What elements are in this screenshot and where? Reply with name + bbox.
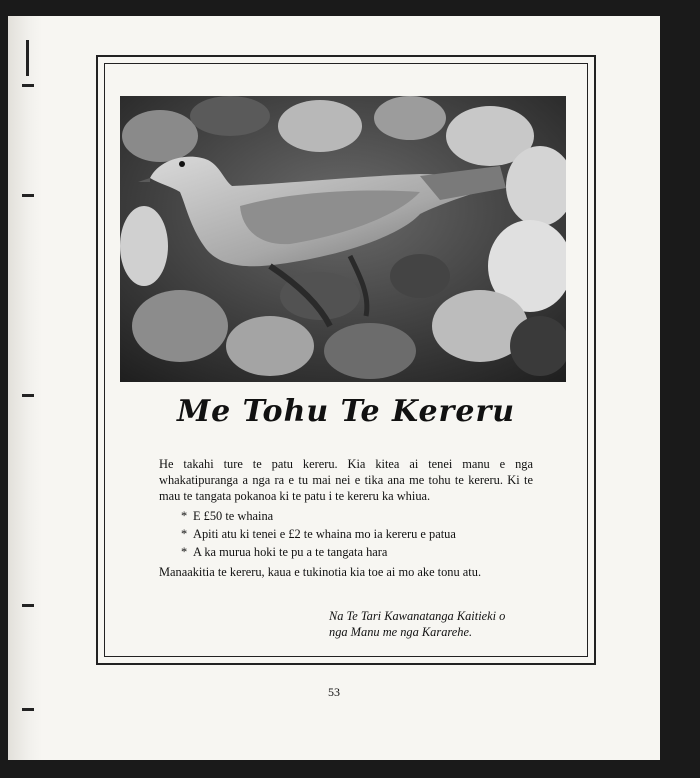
- closing-paragraph: Manaakitia te kereru, kaua e tukinotia kia toe ai mo ake tonu atu.: [159, 565, 482, 579]
- list-item: * A ka murua hoki te pu a te tangata hara: [181, 545, 388, 559]
- bullet-marker: *: [181, 545, 188, 559]
- kereru-pigeon-photo: [120, 96, 566, 382]
- binding-stitch: [22, 84, 34, 87]
- notice-inner-frame: [104, 63, 588, 657]
- list-item: * E £50 te whaina: [181, 509, 274, 523]
- binding-stitch: [22, 194, 34, 197]
- bullet-marker: *: [181, 527, 188, 541]
- binding-stitch: [26, 40, 29, 76]
- book-page: [8, 16, 660, 760]
- list-item: * Apiti atu ki tenei e £2 te whaina mo ia kereru e patua: [181, 527, 456, 541]
- signature-line: Na Te Tari Kawanatanga Kaitieki o: [329, 609, 506, 623]
- binding-stitch: [22, 604, 34, 607]
- page-number: 53: [328, 685, 340, 699]
- binding-stitch: [22, 394, 34, 397]
- kereru-photo: [120, 96, 566, 382]
- binding-stitch: [22, 708, 34, 711]
- penalty-list: [181, 508, 533, 560]
- bullet-marker: *: [181, 509, 188, 523]
- page-title: Me Tohu Te Kereru: [176, 394, 516, 429]
- signature-block: [329, 608, 569, 640]
- page-binding: [8, 16, 42, 760]
- intro-paragraph: He takahi ture te patu kereru. Kia kitea ai tenei manu e nga whakatipuranga a nga ra e tu mai nei e tika ana me tohu te kereru. Ki te mau te tangata pokanoa ki te patu i te kereru ka whiua.: [159, 457, 533, 503]
- signature-line: nga Manu me nga Kararehe.: [329, 625, 473, 639]
- notice-frame: [96, 55, 596, 665]
- notice-body: [159, 456, 533, 580]
